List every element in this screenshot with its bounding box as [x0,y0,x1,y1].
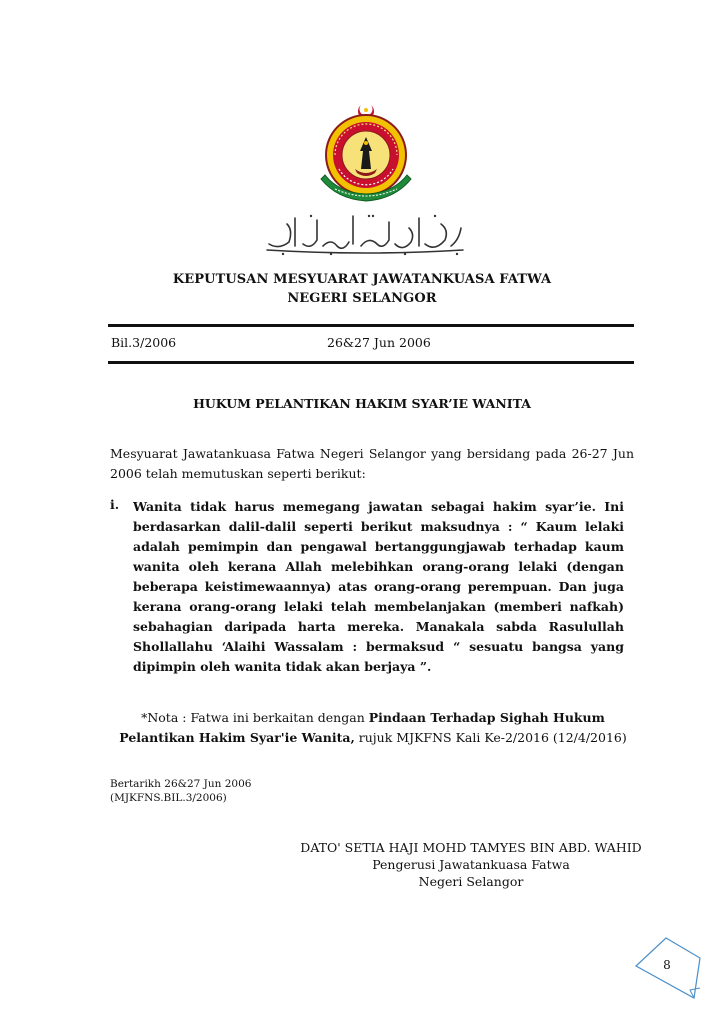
signatory-state: Negeri Selangor [418,874,524,889]
divider-top [108,324,634,327]
footnote-bold: Pindaan Terhadap Sighah Hukum Pelantikan Hakim Syar'ie Wanita, [119,710,605,745]
bil-number: Bil.3/2006 [111,335,177,350]
footnote-suffix: rujuk MJKFNS Kali Ke-2/2016 (12/4/2016) [354,730,627,745]
jawi-calligraphy-icon [265,210,465,258]
document-title-line1: KEPUTUSAN MESYUARAT JAWATANKUASA FATWA [172,272,552,287]
crest-logo-icon [317,103,415,203]
divider-bottom [108,361,634,364]
subject-heading: HUKUM PELANTIKAN HAKIM SYAR’IE WANITA [193,396,531,411]
document-title-line2: NEGERI SELANGOR [287,291,437,306]
dated-line: Bertarikh 26&27 Jun 2006 [110,778,252,790]
signatory-name: DATO' SETIA HAJI MOHD TAMYES BIN ABD. WAHID [300,840,642,855]
footnote-prefix: *Nota : Fatwa ini berkaitan dengan [141,710,369,725]
intro-paragraph: Mesyuarat Jawatankuasa Fatwa Negeri Selangor yang bersidang pada 26-27 Jun 2006 telah memutuskan seperti berikut: [110,446,634,481]
reference-line: (MJKFNS.BIL.3/2006) [110,792,227,804]
signatory-position: Pengerusi Jawatankuasa Fatwa [372,857,570,872]
list-item-text: Wanita tidak harus memegang jawatan sebagai hakim syar’ie. Ini berdasarkan dalil-dalil seperti berikut maksudnya : “ Kaum lelaki adalah pemimpin dan pengawal bertanggungjawab terhadap kaum wanita oleh kerana Allah melebihkan orang-orang lelaki (dengan beberapa keistimewaannya) atas orang-orang perempuan. Dan juga kerana orang-orang lelaki telah membelanjakan (memberi nafkah) sebahagian daripada harta mereka. Manakala sabda Rasulullah Shollallahu ‘Alaihi Wassalam : bermaksud “ sesuatu bangsa yang dipimpin oleh wanita tidak akan berjaya ”. [133,499,624,674]
footnote [108,708,638,748]
meeting-date: 26&27 Jun 2006 [327,335,431,350]
list-item-number: i. [110,497,120,512]
page-number: 8 [663,958,671,972]
